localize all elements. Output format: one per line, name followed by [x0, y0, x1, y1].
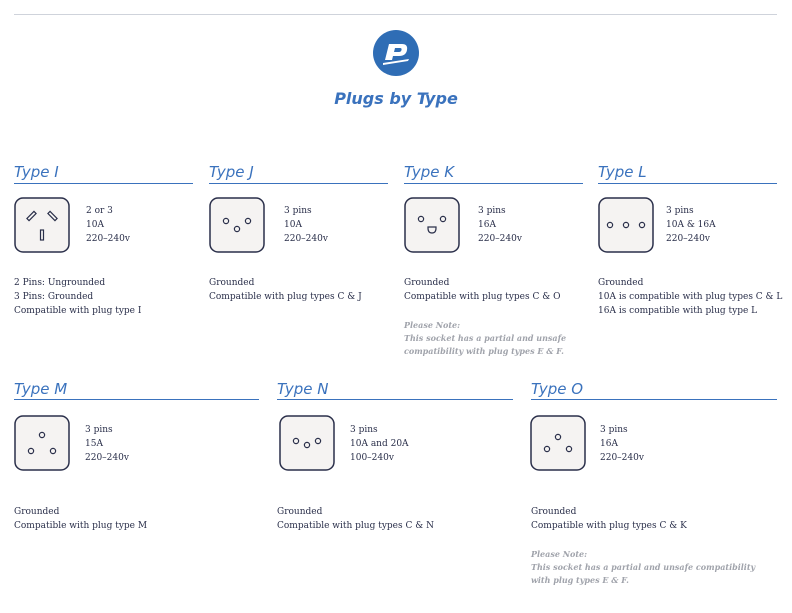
type-k-specs — [478, 204, 522, 246]
type-m-socket-icon — [14, 415, 70, 471]
type-o-specs — [600, 423, 644, 465]
type-l-rule — [598, 183, 777, 184]
type-l-description — [598, 276, 782, 318]
type-k-title: Type K — [404, 163, 455, 181]
top-divider — [14, 14, 777, 15]
spec-amps: 10A — [284, 220, 302, 230]
spec-voltage: 100–240v — [350, 453, 394, 463]
type-j-title: Type J — [209, 163, 254, 181]
type-m-rule — [14, 399, 259, 400]
spec-amps: 15A — [85, 439, 103, 449]
type-i-description — [14, 276, 141, 318]
type-o-note — [531, 548, 755, 587]
type-l-title: Type L — [598, 163, 647, 181]
type-l-specs — [666, 204, 716, 246]
type-k-note — [404, 319, 566, 358]
note-line: compatibility with plug types E & F. — [404, 346, 564, 356]
note-heading: Please Note: — [531, 549, 588, 559]
spec-pins: 3 pins — [350, 425, 378, 435]
spec-amps: 10A and 20A — [350, 439, 409, 449]
spec-pins: 3 pins — [284, 206, 312, 216]
note-line: with plug types E & F. — [531, 575, 629, 585]
desc-line: Grounded — [209, 278, 255, 288]
note-line: This socket has a partial and unsafe — [404, 333, 567, 343]
type-i-specs — [86, 204, 130, 246]
spec-amps: 10A & 16A — [666, 220, 716, 230]
desc-line: Grounded — [531, 507, 577, 517]
type-j-rule — [209, 183, 388, 184]
desc-line: Compatible with plug types C & J — [209, 292, 362, 302]
spec-pins: 3 pins — [85, 425, 113, 435]
desc-line: Grounded — [277, 507, 323, 517]
type-o-description — [531, 505, 687, 533]
spec-pins: 3 pins — [600, 425, 628, 435]
desc-line: Compatible with plug type M — [14, 521, 148, 531]
note-line: This socket has a partial and unsafe compatibility — [531, 562, 756, 572]
desc-line: 2 Pins: Ungrounded — [14, 278, 106, 288]
desc-line: Compatible with plug type I — [14, 306, 142, 316]
type-i-rule — [14, 183, 193, 184]
spec-voltage: 220–240v — [600, 453, 644, 463]
spec-amps: 10A — [86, 220, 104, 230]
type-k-description — [404, 276, 560, 304]
type-n-title: Type N — [277, 380, 329, 398]
type-n-specs — [350, 423, 409, 465]
type-j-socket-icon — [209, 197, 265, 253]
type-i-title: Type I — [14, 163, 59, 181]
type-j-specs — [284, 204, 328, 246]
p-logo-icon — [373, 30, 419, 76]
desc-line: Grounded — [404, 278, 450, 288]
spec-pins: 2 or 3 — [86, 206, 113, 216]
desc-line: 10A is compatible with plug types C & L — [598, 292, 783, 302]
type-l-socket-icon — [598, 197, 654, 253]
spec-voltage: 220–240v — [478, 234, 522, 244]
type-o-title: Type O — [531, 380, 584, 398]
type-j-description — [209, 276, 362, 304]
desc-line: Grounded — [14, 507, 60, 517]
type-o-socket-icon — [530, 415, 586, 471]
type-i-socket-icon — [14, 197, 70, 253]
type-n-rule — [277, 399, 513, 400]
type-n-socket-icon — [279, 415, 335, 471]
desc-line: Compatible with plug types C & K — [531, 521, 687, 531]
desc-line: 16A is compatible with plug type L — [598, 306, 758, 316]
desc-line: Compatible with plug types C & N — [277, 521, 434, 531]
type-n-description — [277, 505, 434, 533]
type-m-title: Type M — [14, 380, 68, 398]
type-m-specs — [85, 423, 129, 465]
type-k-rule — [404, 183, 583, 184]
spec-voltage: 220–240v — [85, 453, 129, 463]
spec-amps: 16A — [478, 220, 496, 230]
spec-voltage: 220–240v — [86, 234, 130, 244]
spec-voltage: 220–240v — [284, 234, 328, 244]
desc-line: 3 Pins: Grounded — [14, 292, 94, 302]
note-heading: Please Note: — [404, 320, 461, 330]
spec-voltage: 220–240v — [666, 234, 710, 244]
type-k-socket-icon — [404, 197, 460, 253]
page-title: Plugs by Type — [334, 89, 458, 108]
spec-pins: 3 pins — [666, 206, 694, 216]
type-o-rule — [531, 399, 777, 400]
desc-line: Grounded — [598, 278, 644, 288]
desc-line: Compatible with plug types C & O — [404, 292, 561, 302]
spec-pins: 3 pins — [478, 206, 506, 216]
spec-amps: 16A — [600, 439, 618, 449]
type-m-description — [14, 505, 147, 533]
